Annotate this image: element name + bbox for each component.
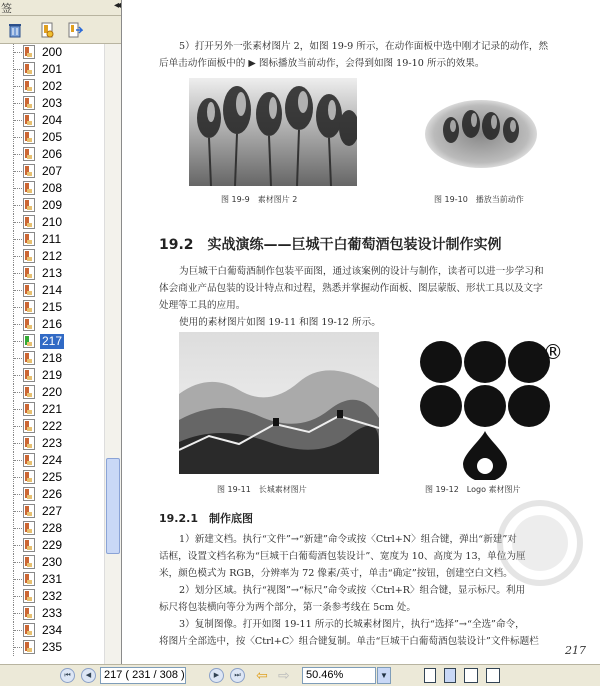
bookmark-label: 223 xyxy=(42,436,63,450)
bookmark-page-icon xyxy=(23,130,35,144)
bookmark-label: 210 xyxy=(42,215,63,229)
bookmark-item[interactable] xyxy=(0,588,104,605)
bookmark-item[interactable] xyxy=(0,197,104,214)
bookmark-item[interactable] xyxy=(0,469,104,486)
bookmark-label: 226 xyxy=(42,487,63,501)
tree-connector xyxy=(13,95,22,112)
bookmark-item[interactable] xyxy=(0,78,104,95)
step3-line1: 3）复制图像。打开如图 19-11 所示的长城素材图片，执行“选择”→“全选”命令， xyxy=(179,619,525,630)
bookmark-label: 213 xyxy=(42,266,63,280)
tree-connector xyxy=(13,112,22,129)
tree-connector xyxy=(13,61,22,78)
tree-connector xyxy=(13,180,22,197)
bookmark-page-icon xyxy=(23,538,35,552)
bookmark-item[interactable] xyxy=(0,520,104,537)
bookmark-item[interactable] xyxy=(0,129,104,146)
zoom-input[interactable]: 50.46% xyxy=(302,667,376,684)
tree-connector xyxy=(13,588,22,605)
step1-line1: 1）新建文档。执行“文件”→“新建”命令或按〈Ctrl+N〉组合键，弹出“新建”对 xyxy=(179,534,517,545)
bookmark-label: 215 xyxy=(42,300,63,314)
bookmark-item[interactable] xyxy=(0,537,104,554)
bookmark-page-icon xyxy=(23,555,35,569)
sidebar-toolbar xyxy=(0,16,121,44)
bookmark-item[interactable] xyxy=(0,435,104,452)
bookmark-item[interactable] xyxy=(0,503,104,520)
bookmark-item[interactable] xyxy=(0,44,104,61)
bookmark-label: 230 xyxy=(42,555,63,569)
bookmark-label: 221 xyxy=(42,402,63,416)
bookmark-label: 225 xyxy=(42,470,63,484)
tree-connector xyxy=(13,78,22,95)
bookmark-page-icon xyxy=(23,45,35,59)
bookmark-page-icon xyxy=(23,470,35,484)
tree-connector xyxy=(13,401,22,418)
bookmark-page-icon xyxy=(23,198,35,212)
tree-connector xyxy=(13,129,22,146)
back-arrow-icon[interactable]: ⇦ xyxy=(256,667,268,683)
next-page-button[interactable] xyxy=(209,668,224,683)
figure-19-9-caption: 图 19-9 素材图片 2 xyxy=(221,195,298,204)
step1-line2: 话框，设置文档名称为“巨城干白葡萄酒包装设计”、宽度为 10、高度为 13，单位为厘 xyxy=(159,551,526,562)
para2-line2: 体会商业产品包装的设计特点和过程，熟悉并掌握动作面板、图层蒙版、形状工具以及文字 xyxy=(159,283,543,294)
bookmark-label: 227 xyxy=(42,504,63,518)
para1-line1: 5）打开另外一张素材图片 2，如图 19-9 所示，在动作面板中选中刚才记录的动作，然 xyxy=(179,41,549,52)
bookmark-label: 204 xyxy=(42,113,63,127)
bookmark-page-icon xyxy=(23,487,35,501)
tree-connector xyxy=(13,44,22,61)
section-title: 19.2 实战演练——巨城干白葡萄酒包装设计制作实例 xyxy=(159,237,502,253)
watermark-stamp xyxy=(495,498,585,588)
tree-connector xyxy=(13,333,22,350)
sidebar-title-label: 签 xyxy=(1,3,12,15)
bookmark-label: 202 xyxy=(42,79,63,93)
bookmark-page-icon xyxy=(23,640,35,654)
step1-line3: 米，颜色模式为 RGB，分辨率为 72 像素/英寸，单击“确定”按钮，创建空白文档。 xyxy=(159,568,513,579)
bookmark-label: 222 xyxy=(42,419,63,433)
figure-19-12-caption: 图 19-12 Logo 素材图片 xyxy=(425,485,521,494)
bookmark-label: 216 xyxy=(42,317,63,331)
bookmark-page-icon xyxy=(23,164,35,178)
tulip-image-2 xyxy=(425,100,537,168)
tree-connector xyxy=(13,350,22,367)
bookmark-page-icon xyxy=(23,266,35,280)
bookmark-page-icon xyxy=(23,79,35,93)
bookmark-item[interactable] xyxy=(0,350,104,367)
bookmark-item[interactable] xyxy=(0,367,104,384)
bookmark-item[interactable] xyxy=(0,282,104,299)
bookmark-item[interactable] xyxy=(0,146,104,163)
tree-connector xyxy=(13,435,22,452)
bookmark-item[interactable] xyxy=(0,61,104,78)
expand-bookmark-icon[interactable] xyxy=(67,22,83,38)
previous-page-button[interactable] xyxy=(81,668,96,683)
bookmark-page-icon xyxy=(23,572,35,586)
bookmark-label: 208 xyxy=(42,181,63,195)
bookmark-item[interactable] xyxy=(0,316,104,333)
first-page-button[interactable] xyxy=(60,668,75,683)
tree-connector xyxy=(13,537,22,554)
bookmark-item[interactable] xyxy=(0,248,104,265)
bookmark-label: 219 xyxy=(42,368,63,382)
tree-connector xyxy=(13,571,22,588)
bookmark-label: 231 xyxy=(42,572,63,586)
bookmark-page-icon xyxy=(23,317,35,331)
bookmark-item[interactable] xyxy=(0,95,104,112)
bookmark-item[interactable] xyxy=(0,486,104,503)
bookmark-item[interactable] xyxy=(0,333,104,350)
tree-connector xyxy=(13,418,22,435)
tree-connector xyxy=(13,486,22,503)
subsection-title: 19.2.1 制作底图 xyxy=(159,512,253,525)
step2-line2: 标尺将包装横向等分为两个部分，第一条参考线在 5cm 处。 xyxy=(159,602,416,613)
bookmark-page-icon xyxy=(23,623,35,637)
page-number-input[interactable]: 217 ( 231 / 308 ) xyxy=(100,667,186,684)
bookmark-label: 218 xyxy=(42,351,63,365)
continuous-view-icon[interactable] xyxy=(444,668,456,683)
bookmark-label: 212 xyxy=(42,249,63,263)
bookmark-item[interactable] xyxy=(0,554,104,571)
bookmarks-sidebar xyxy=(0,0,122,664)
bookmark-page-icon xyxy=(23,249,35,263)
bookmark-page-icon xyxy=(23,589,35,603)
bookmark-page-icon xyxy=(23,62,35,76)
bookmark-page-icon xyxy=(23,147,35,161)
bookmark-page-icon xyxy=(23,419,35,433)
bookmark-label: 228 xyxy=(42,521,63,535)
bookmark-label: 206 xyxy=(42,147,63,161)
para1-line2: 后单击动作面板中的 ▶ 图标播放当前动作，会得到如图 19-10 所示的效果。 xyxy=(159,58,485,69)
sidebar-scrollbar-thumb[interactable] xyxy=(106,458,120,554)
new-bookmark-icon[interactable] xyxy=(39,22,55,38)
logo-image xyxy=(415,340,595,480)
zoom-dropdown-icon[interactable]: ▼ xyxy=(377,667,391,684)
great-wall-image xyxy=(179,332,379,474)
sidebar-title-bar xyxy=(0,0,121,16)
first-page-icon: ⏮ xyxy=(64,672,71,679)
single-page-view-icon[interactable] xyxy=(424,668,436,683)
bookmark-label: 232 xyxy=(42,589,63,603)
step2-line1: 2）划分区域。执行“视图”→“标尺”命令或按〈Ctrl+R〉组合键，显示标尺。利用 xyxy=(179,585,526,596)
step3-line2: 将图片全部选中，按〈Ctrl+C〉组合键复制。单击“巨城干白葡萄酒包装设计”文件标题栏 xyxy=(159,636,539,647)
bookmark-label: 209 xyxy=(42,198,63,212)
continuous-facing-view-icon[interactable] xyxy=(486,668,500,683)
bookmark-page-icon xyxy=(23,521,35,535)
bookmark-label: 235 xyxy=(42,640,63,654)
tree-connector xyxy=(13,367,22,384)
bookmark-page-icon xyxy=(23,113,35,127)
bookmark-item[interactable] xyxy=(0,112,104,129)
bookmark-item[interactable] xyxy=(0,231,104,248)
tree-connector xyxy=(13,146,22,163)
figure-19-11-caption: 图 19-11 长城素材图片 xyxy=(217,485,307,494)
bookmark-item[interactable] xyxy=(0,299,104,316)
tree-connector xyxy=(13,554,22,571)
tree-connector xyxy=(13,622,22,639)
tulip-image-1 xyxy=(189,78,357,186)
last-page-button[interactable] xyxy=(230,668,245,683)
tree-connector xyxy=(13,384,22,401)
bookmark-item[interactable] xyxy=(0,639,104,656)
bookmark-page-icon xyxy=(23,453,35,467)
tree-connector xyxy=(13,639,22,656)
bookmark-page-icon xyxy=(23,504,35,518)
sidebar-scrollbar[interactable] xyxy=(104,44,121,664)
bookmark-label: 207 xyxy=(42,164,63,178)
bookmark-label: 217 xyxy=(42,334,63,348)
bookmark-label: 224 xyxy=(42,453,63,467)
bookmark-label: 205 xyxy=(42,130,63,144)
para2-line1: 为巨城干白葡萄酒制作包装平面图，通过该案例的设计与制作，读者可以进一步学习和 xyxy=(179,266,544,277)
bookmark-label: 214 xyxy=(42,283,63,297)
last-page-icon: ⏭ xyxy=(234,672,241,679)
bookmark-label: 220 xyxy=(42,385,63,399)
bookmark-label: 203 xyxy=(42,96,63,110)
tree-connector xyxy=(13,299,22,316)
bookmark-item[interactable] xyxy=(0,452,104,469)
bookmark-page-icon xyxy=(23,334,35,348)
bookmark-item[interactable] xyxy=(0,418,104,435)
bookmark-page-icon xyxy=(23,232,35,246)
bookmark-page-icon xyxy=(23,181,35,195)
bookmark-page-icon xyxy=(23,385,35,399)
tree-connector xyxy=(13,520,22,537)
para2-line3: 处理等工具的应用。 xyxy=(159,300,246,311)
bookmark-item[interactable] xyxy=(0,605,104,622)
bookmark-item[interactable] xyxy=(0,214,104,231)
tree-connector xyxy=(13,197,22,214)
bookmark-label: 229 xyxy=(42,538,63,552)
bookmark-page-icon xyxy=(23,368,35,382)
bookmark-item[interactable] xyxy=(0,265,104,282)
bookmark-item[interactable] xyxy=(0,163,104,180)
bookmark-page-icon xyxy=(23,300,35,314)
bookmark-page-icon xyxy=(23,436,35,450)
bookmark-label: 211 xyxy=(42,232,62,246)
bookmark-tree xyxy=(0,44,104,664)
bookmark-item[interactable] xyxy=(0,384,104,401)
status-bar xyxy=(0,664,600,686)
delete-bookmark-icon[interactable] xyxy=(7,22,23,38)
bookmark-page-icon xyxy=(23,96,35,110)
tree-connector xyxy=(13,452,22,469)
bookmark-page-icon xyxy=(23,283,35,297)
tree-connector xyxy=(13,248,22,265)
bookmark-page-icon xyxy=(23,351,35,365)
bookmark-label: 200 xyxy=(42,45,63,59)
tree-connector xyxy=(13,316,22,333)
tree-connector xyxy=(13,214,22,231)
bookmark-label: 234 xyxy=(42,623,63,637)
bookmark-page-icon xyxy=(23,215,35,229)
tree-connector xyxy=(13,282,22,299)
tree-connector xyxy=(13,469,22,486)
bookmark-item[interactable] xyxy=(0,622,104,639)
tree-connector xyxy=(13,265,22,282)
next-page-icon: ▶ xyxy=(213,672,220,679)
bookmark-item[interactable] xyxy=(0,571,104,588)
bookmark-item[interactable] xyxy=(0,180,104,197)
bookmark-page-icon xyxy=(23,402,35,416)
figure-19-10-caption: 图 19-10 播放当前动作 xyxy=(434,195,524,204)
para3: 使用的素材图片如图 19-11 和图 19-12 所示。 xyxy=(179,317,381,328)
bookmark-item[interactable] xyxy=(0,401,104,418)
bookmark-page-icon xyxy=(23,606,35,620)
tree-connector xyxy=(13,605,22,622)
document-page xyxy=(123,0,600,664)
bookmark-label: 201 xyxy=(42,62,63,76)
bookmark-label: 233 xyxy=(42,606,63,620)
previous-page-icon: ◀ xyxy=(85,672,92,679)
facing-view-icon[interactable] xyxy=(464,668,478,683)
tree-connector xyxy=(13,163,22,180)
registered-mark: ® xyxy=(543,340,563,364)
forward-arrow-icon[interactable]: ⇨ xyxy=(278,667,290,683)
page-number: 217 xyxy=(565,644,586,657)
collapse-sidebar-icon[interactable]: ◂◂ xyxy=(113,0,118,11)
tree-connector xyxy=(13,503,22,520)
tree-connector xyxy=(13,231,22,248)
